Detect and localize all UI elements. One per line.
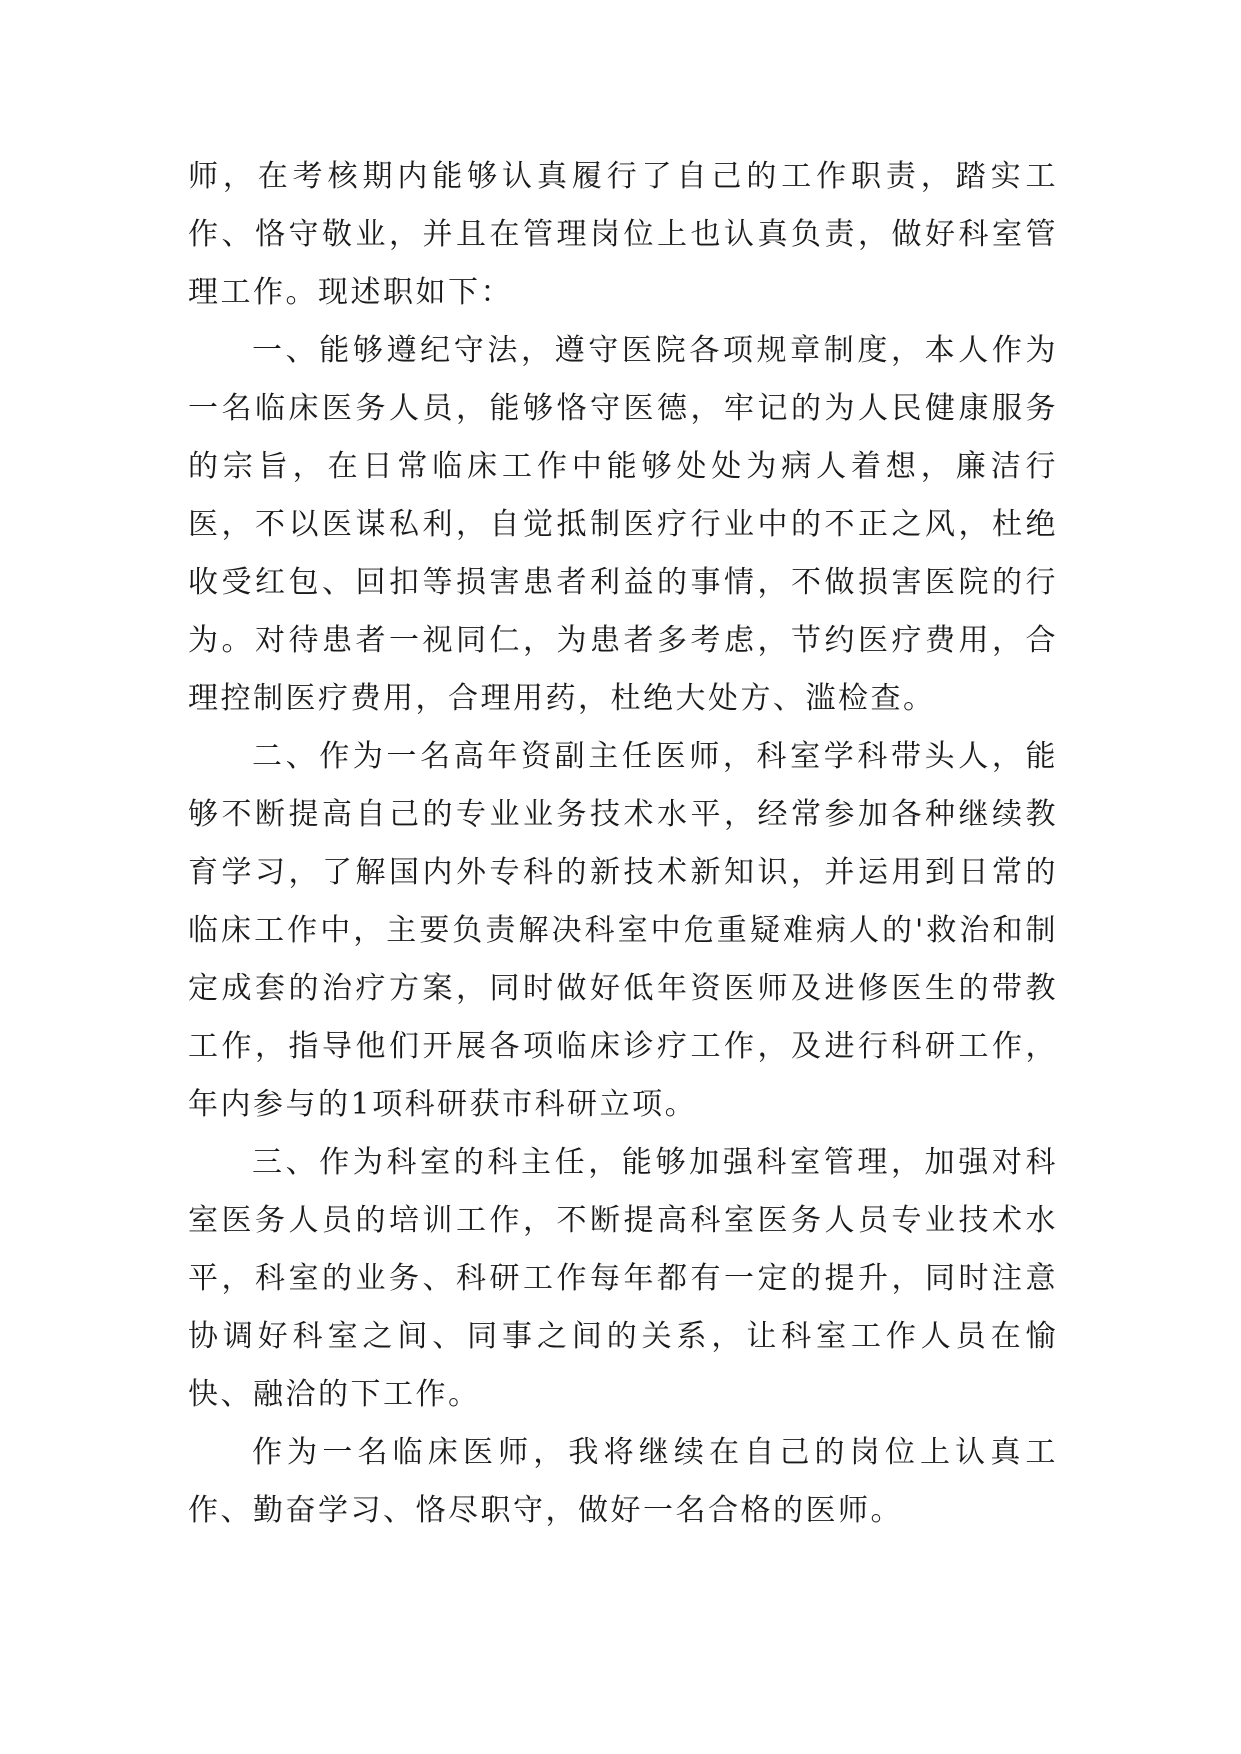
paragraph-conclusion: 作为一名临床医师，我将继续在自己的岗位上认真工作、勤奋学习、恪尽职守，做好一名合格的医师。 [188,1435,1058,1528]
paragraph-intro: 师，在考核期内能够认真履行了自己的工作职责，踏实工作、恪守敬业，并且在管理岗位上也认真负责，做好科室管理工作。现述职如下： [188,159,1058,310]
document-body [188,148,1058,1540]
paragraph-section-2: 二、作为一名高年资副主任医师，科室学科带头人，能够不断提高自己的专业业务技术水平，经常参加各种继续教育学习，了解国内外专科的新技术新知识，并运用到日常的临床工作中，主要负责解决科室中危重疑难病人的'救治和制定成套的治疗方案，同时做好低年资医师及进修医生的带教工作，指导他们开展各项临床诊疗工作，及进行科研工作，年内参与的1项科研获市科研立项。 [188,739,1058,1122]
paragraph-section-3: 三、作为科室的科主任，能够加强科室管理，加强对科室医务人员的培训工作，不断提高科室医务人员专业技术水平，科室的业务、科研工作每年都有一定的提升，同时注意协调好科室之间、同事之间的关系，让科室工作人员在愉快、融洽的下工作。 [188,1145,1058,1412]
paragraph-section-1: 一、能够遵纪守法，遵守医院各项规章制度，本人作为一名临床医务人员，能够恪守医德，牢记的为人民健康服务的宗旨，在日常临床工作中能够处处为病人着想，廉洁行医，不以医谋私利，自觉抵制医疗行业中的不正之风，杜绝收受红包、回扣等损害患者利益的事情，不做损害医院的行为。对待患者一视同仁，为患者多考虑，节约医疗费用，合理控制医疗费用，合理用药，杜绝大处方、滥检查。 [188,333,1058,716]
